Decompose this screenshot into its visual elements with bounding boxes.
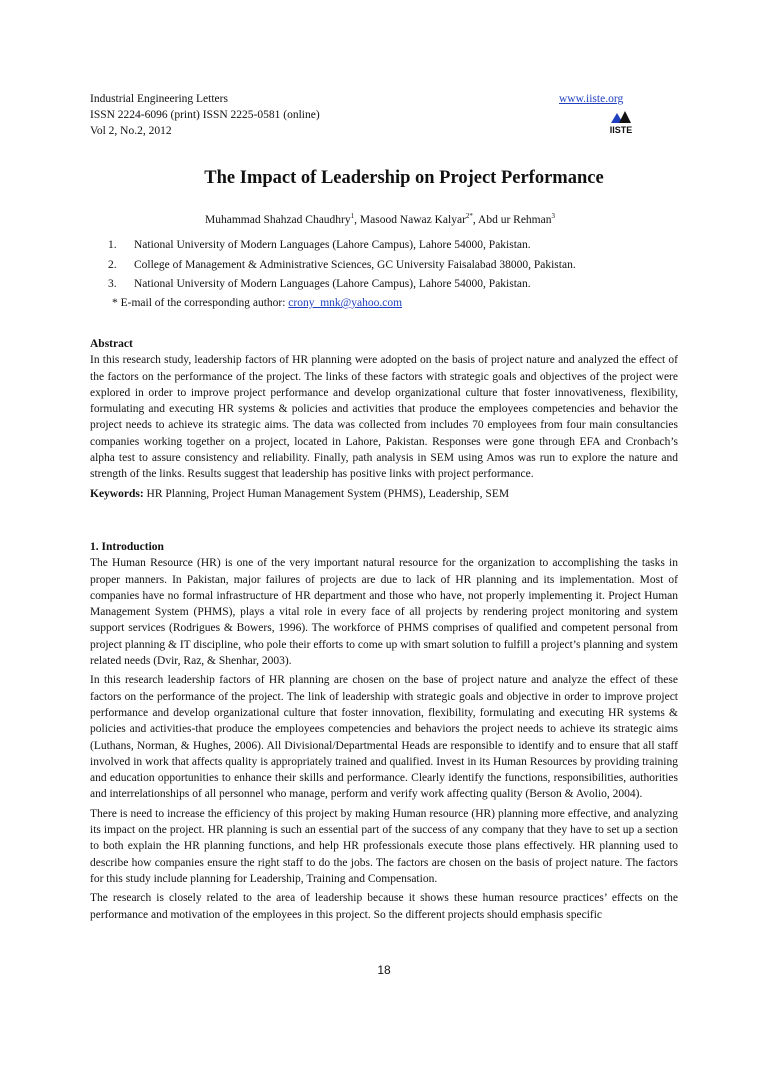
author-1-affil: 1 [350, 212, 355, 220]
keywords-text: HR Planning, Project Human Management System (PHMS), Leadership, SEM [143, 487, 510, 500]
intro-paragraph: In this research leadership factors of HR planning are chosen on the base of project nature and analyze the effect of these factors on the performance of the project. The link of leadership with strategic goals and objective in order to improve project performance and develop organizational culture that foster innovation, flexibility, formulating and executing HR systems & policies and activities-that produce the employees competencies and behaviors the project needs to achieve its strategic aims (Luthans, Norman, & Hughes, 2006). All Divisional/Departmental Heads are responsible to identify and to ensure that all staff involved in work that affects quality is appropriately trained and qualified. Invest in its Human Resources by providing training and education opportunities to enhance their skills and performance. Clearly identify the functions, responsibilities, authorities and interrelationships of all personnel who manage, perform and verify work affecting quality (Berson & Avolio, 2004). [90, 674, 678, 801]
iiste-logo [607, 110, 635, 134]
keywords-label: Keywords: [90, 487, 144, 500]
keywords [90, 486, 678, 502]
volume-line: Vol 2, No.2, 2012 [90, 125, 172, 137]
affiliation-list [108, 236, 576, 295]
paper-title: The Impact of Leadership on Project Performance [204, 168, 604, 188]
author-line [205, 212, 555, 226]
affiliation-item: 3. National University of Modern Languages (Lahore Campus), Lahore 54000, Pakistan. [108, 278, 531, 290]
journal-header [90, 91, 320, 139]
intro-paragraph: The research is closely related to the area of leadership because it shows these human resource practices’ effects on the performance and motivation of the employees in this project. So the different projects should emphasis specific [90, 892, 678, 921]
author-2: , Masood Nawaz Kalyar [354, 213, 466, 226]
abstract-section [90, 336, 678, 505]
website-header [559, 91, 623, 107]
affiliation-item: 1. National University of Modern Languages (Lahore Campus), Lahore 54000, Pakistan. [108, 239, 531, 251]
introduction-section [90, 539, 678, 926]
intro-paragraph: The Human Resource (HR) is one of the very important natural resource for the organization to accomplishing the tasks in proper manners. In Pakistan, major failures of projects are due to lack of HR planning and its implementation. Most of companies have no formal infrastructure of HR department and those who have, not properly implementing it. Project Human Management System (PHMS), plays a vital role in every face of all projects by rendering project monitoring and system support services (Rodrigues & Bowers, 1996). The workforce of PHMS comprises of qualified and competent personal from project planning & IT discipline, who pole their efforts to come up with smart solution to fulfill a project’s planning and system related needs (Dvir, Raz, & Shenhar, 2003). [90, 557, 678, 668]
website-link[interactable]: www.iiste.org [559, 93, 624, 105]
author-1: Muhammad Shahzad Chaudhry [205, 213, 351, 226]
introduction-heading: 1. Introduction [90, 541, 164, 553]
affiliation-item: 2. College of Management & Administrative Sciences, GC University Faisalabad 38000, Pakistan. [108, 258, 576, 271]
issn-line: ISSN 2224-6096 (print) ISSN 2225-0581 (online) [90, 109, 320, 121]
author-3: , Abd ur Rehman [472, 213, 552, 226]
corresponding-author [112, 297, 402, 309]
journal-name: Industrial Engineering Letters [90, 93, 228, 105]
author-2-affil: 2* [465, 212, 473, 220]
abstract-text: In this research study, leadership factors of HR planning were adopted on the basis of project nature and analyzed the effect of the factors on the performance of the project. The links of these factors with strategic goals and objectives of the project were explored in order to improve project performance and develop organizational culture that foster innovativeness, flexibility, formulating and executing HR systems & policies and activities that produce the employees competencies and behavior the project needs to achieve its strategic aims. The data was collected from includes 70 employees from four main consultancies companies working together on a project, located in Lahore, Pakistan. Responses were gone through EFA and Cronbach’s alpha test to assure consistency and reliability. Finally, path analysis in SEM using Amos was run to explore the nature and strength of the links. Results suggest that leadership has positive links with project performance. [90, 354, 678, 481]
intro-paragraph: There is need to increase the efficiency of this project by making Human resource (HR) planning more effective, and analyzing its impact on the project. HR planning is such an essential part of the success of any company that they have to set up a section to both explain the HR planning functions, and help HR professionals execute those plans effectively. HR planning used to describe how companies ensure the right staff to do the jobs. The factors are chosen on the basis of project nature. The factors for this study include planning for Leadership, Training and Compensation. [90, 807, 678, 885]
page-number: 18 [377, 963, 391, 977]
corresponding-email-link[interactable]: crony_mnk@yahoo.com [288, 297, 403, 309]
abstract-heading: Abstract [90, 338, 133, 350]
svg-text:IISTE: IISTE [609, 125, 633, 134]
corresponding-label: * E-mail of the corresponding author: [112, 297, 289, 309]
author-3-affil: 3 [551, 212, 555, 220]
